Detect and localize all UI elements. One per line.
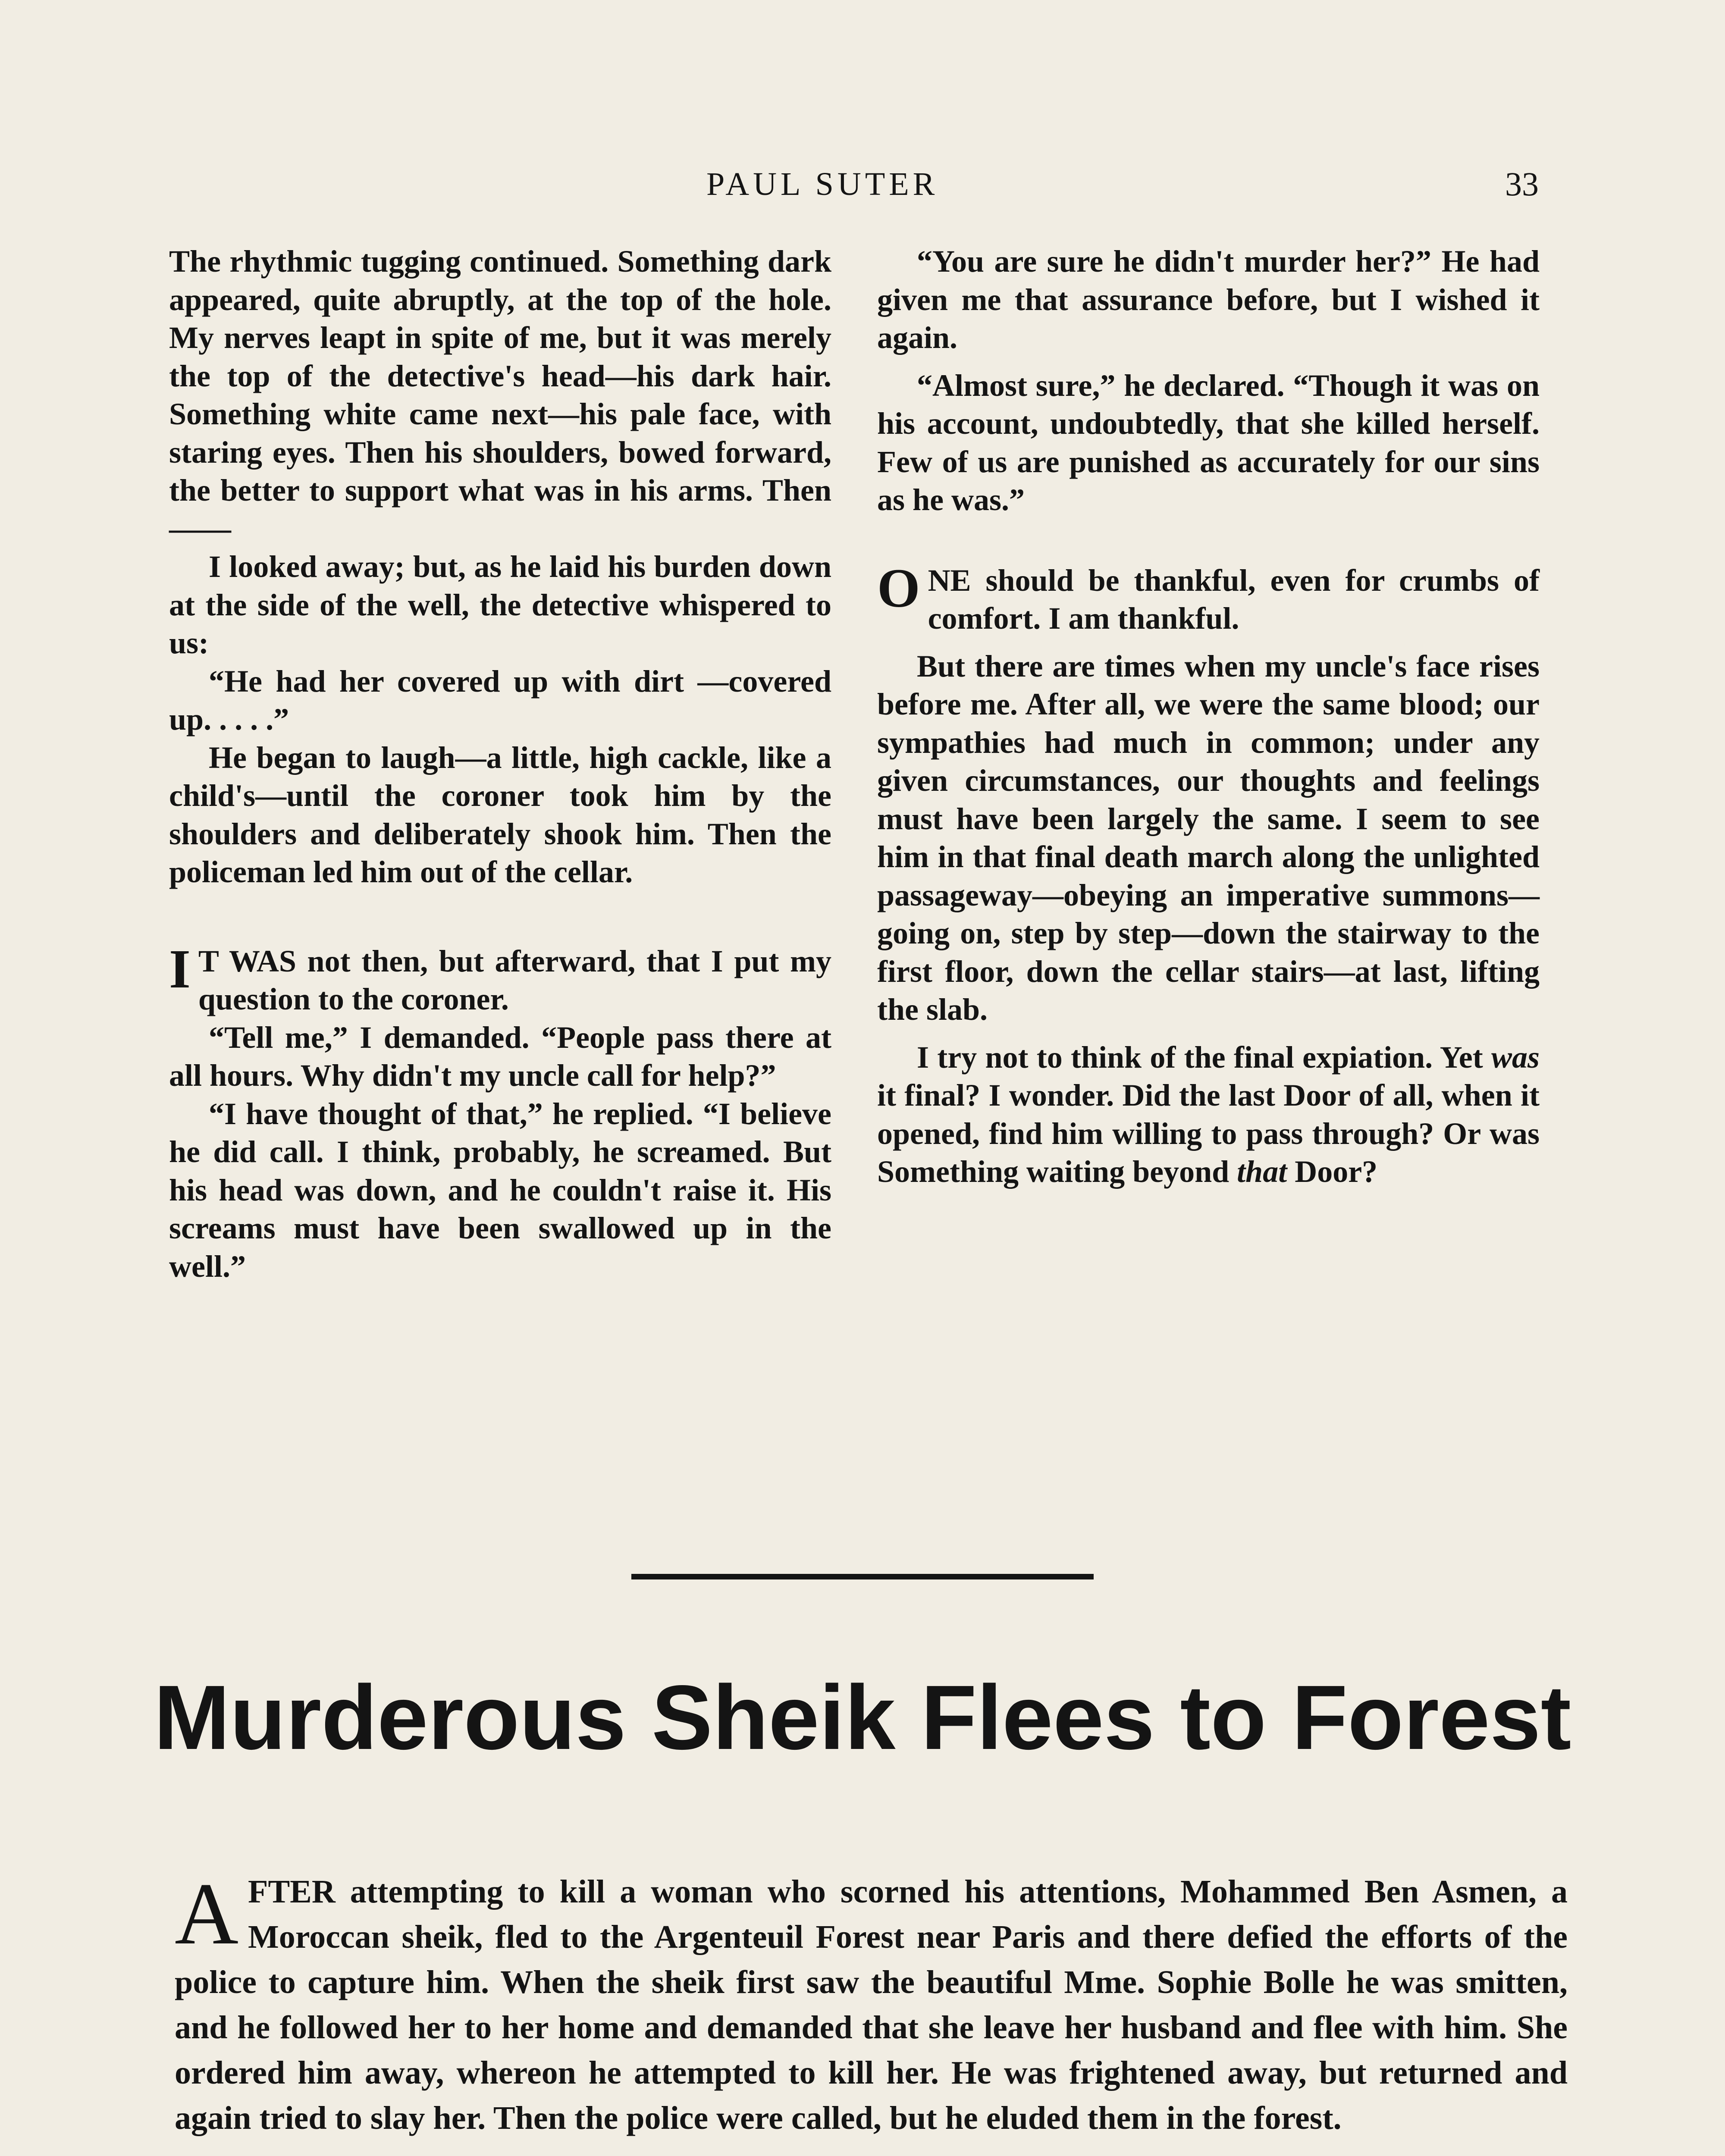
story-title: Murderous Sheik Flees to Forest — [154, 1666, 1571, 1768]
section-divider-rule — [631, 1574, 1094, 1579]
right-paragraph-5 — [877, 1038, 1540, 1191]
right-paragraph-5-part-a: I try not to think of the final expiation. Yet — [917, 1040, 1491, 1075]
left-paragraph-2: I looked away; but, as he laid his burden down at the side of the well, the detective whispered to us: — [169, 549, 831, 660]
left-paragraph-4: He began to laugh—a little, high cackle, like a child's—until the coroner took him by the shoulders and deliberately shook him. Then the policeman led him out of the cellar. — [169, 740, 831, 889]
right-paragraph-5-part-b: it final? I wonder. Did the last Door of all, when it opened, find him willing to pass through? Or was Something waiting beyond — [877, 1078, 1540, 1189]
right-section-paragraph — [877, 557, 1540, 638]
right-paragraph-5-emphasis-that: that — [1237, 1154, 1287, 1189]
running-title: PAUL SUTER — [706, 166, 939, 202]
story-body — [175, 1865, 1568, 2141]
left-paragraph-6: “Tell me,” I demanded. “People pass there at all hours. Why didn't my uncle call for help?” — [169, 1020, 831, 1093]
drop-cap-a: A — [175, 1865, 239, 1963]
right-paragraph-5-part-c: Door? — [1287, 1154, 1378, 1189]
running-head — [0, 160, 1725, 208]
left-paragraph-7: “I have thought of that,” he replied. “I believe he did call. I think, probably, he screamed. But his head was down, and he couldn't raise it. His screams must have been swallowed up in the well.” — [169, 1096, 831, 1284]
left-paragraph-1: The rhythmic tugging continued. Something dark appeared, quite abruptly, at the top of the hole. My nerves leapt in spite of me, but it was merely the top of the detective's head—his dark hair. Something white came next—his pale face, with staring eyes. Then his shoulders, bowed forward, the better to support what was in his arms. Then—— — [169, 244, 831, 546]
story-body-text: FTER attempting to kill a woman who scorned his attentions, Mohammed Ben Asmen, a Moroccan sheik, fled to the Argenteuil Forest near Paris and there defied the efforts of the police to capture him. When the sheik first saw the beautiful Mme. Sophie Bolle he was smitten, and he followed her to her home and demanded that she leave her husband and flee with him. She ordered him away, whereon he attempted to kill her. He was frightened away, but returned and again tried to slay her. Then the police were called, but he eluded them in the forest. — [175, 1874, 1568, 2136]
right-paragraph-5-emphasis-was: was — [1491, 1040, 1540, 1075]
drop-cap-i: I — [169, 938, 191, 1000]
right-paragraph-3: NE should be thankful, even for crumbs of comfort. I am thankful. — [928, 563, 1540, 636]
drop-cap-o: O — [877, 557, 920, 619]
left-paragraph-3: “He had her covered up with dirt —covered up. . . . .” — [169, 664, 831, 736]
left-section-paragraph — [169, 938, 831, 1018]
left-column — [169, 242, 831, 1285]
left-paragraph-5: T WAS not then, but afterward, that I put my question to the coroner. — [198, 943, 831, 1016]
right-paragraph-2: “Almost sure,” he declared. “Though it was on his account, undoubtedly, that she killed herself. Few of us are punished as accurately for our sins as he was.” — [877, 368, 1540, 517]
page-number: 33 — [1505, 165, 1539, 203]
right-column — [877, 242, 1540, 1191]
right-paragraph-1: “You are sure he didn't murder her?” He had given me that assurance before, but I wished it again. — [877, 244, 1540, 355]
right-paragraph-4: But there are times when my uncle's face rises before me. After all, we were the same blood; our sympathies had much in common; under any given circumstances, our thoughts and feelings must have been largely the same. I seem to see him in that final death march along the unlighted passageway—obeying an imperative summons—going on, step by step—down the stairway to the first floor, down the cellar stairs—at last, lifting the slab. — [877, 649, 1540, 1027]
